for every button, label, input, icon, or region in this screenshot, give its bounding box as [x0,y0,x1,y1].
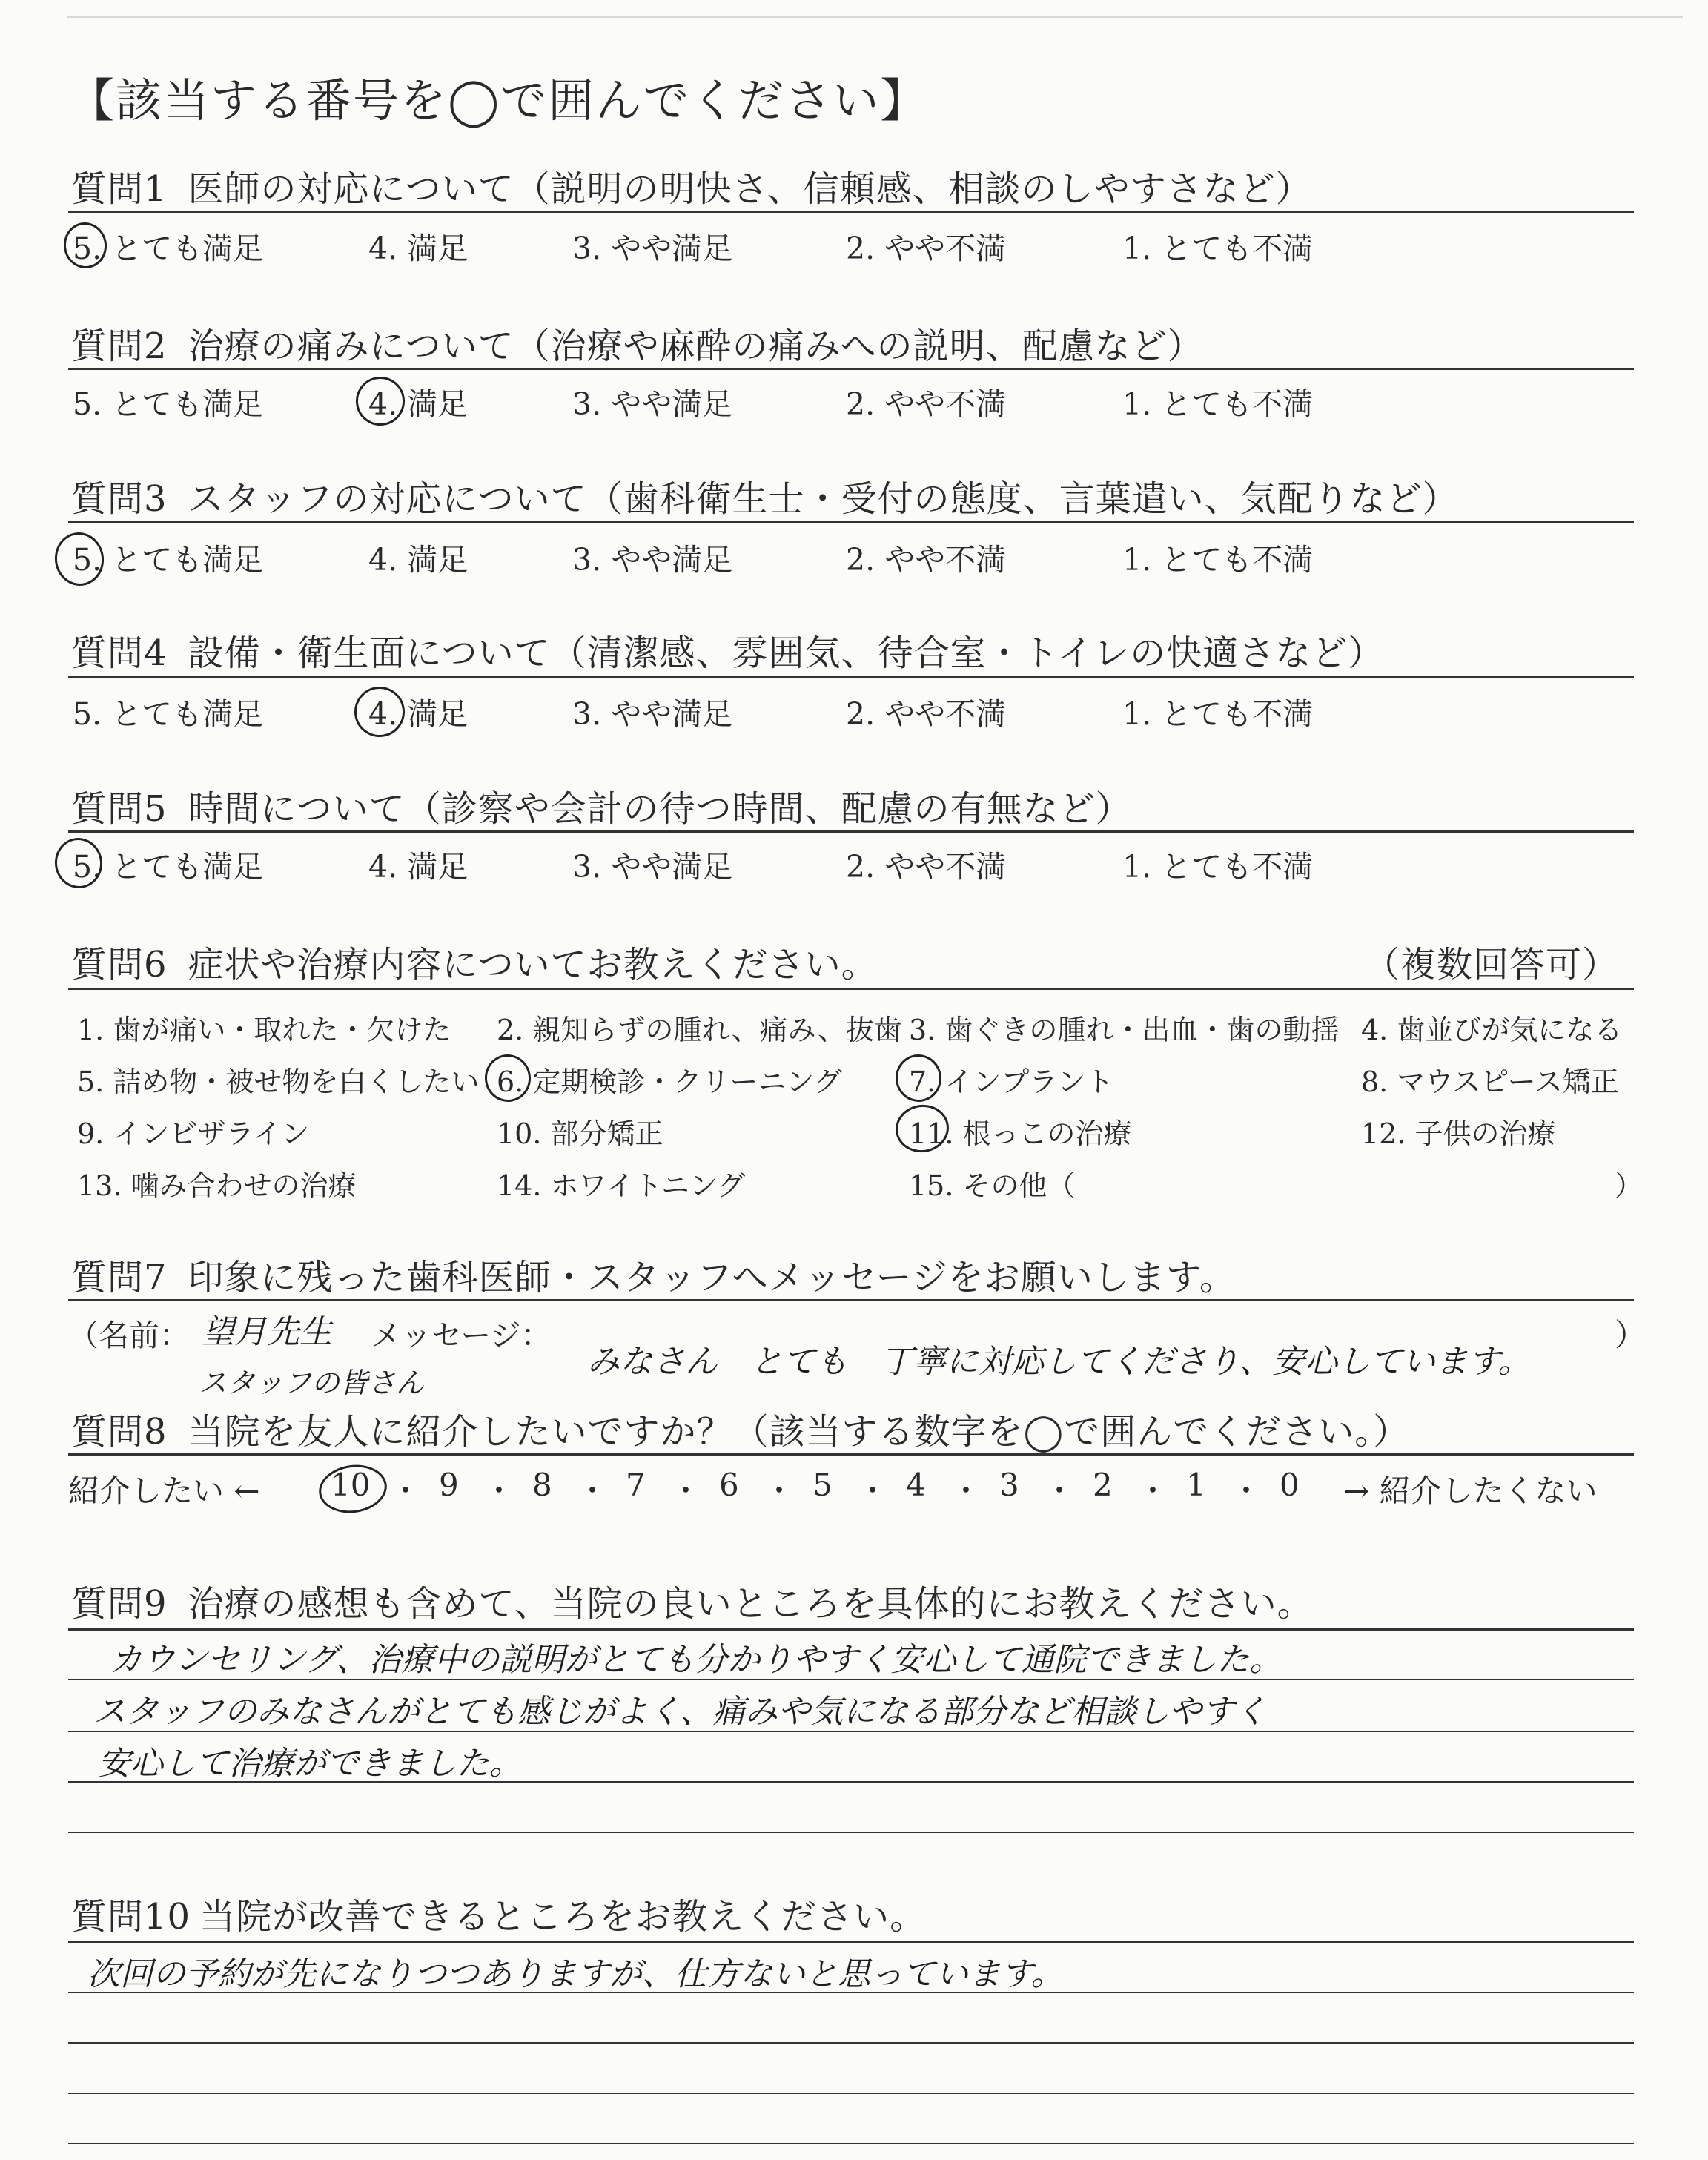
q4-option-2[interactable]: 2. やや不満 [846,696,1007,732]
q2-text: 治療の痛みについて（治療や麻酔の痛みへの説明、配慮など） [188,326,1204,367]
q4-title [71,624,1384,676]
q3-title [71,470,1459,521]
q7-number: 質問7 [71,1257,168,1298]
q1-option-5[interactable]: 5. とても満足 [73,231,264,266]
q8-title [71,1403,1409,1454]
q1-title [71,160,1312,211]
q2-option-2[interactable]: 2. やや不満 [846,386,1007,422]
q8-scale-4[interactable]: 4 [906,1467,926,1503]
q6-option-8[interactable]: 8. マウスピース矯正 [1361,1066,1619,1098]
q8-sep: ・ [670,1473,702,1509]
q1-text: 医師の対応について（説明の明快さ、信頼感、相談のしやすさなど） [188,168,1312,210]
q2-option-1[interactable]: 1. とても不満 [1122,386,1314,422]
q6-number: 質問6 [71,944,168,985]
q9-answer-line-1: カウンセリング、治療中の説明がとても分かりやすく安心して通院できました。 [110,1641,1282,1679]
q6-option-12[interactable]: 12. 子供の治療 [1361,1117,1556,1150]
q9-title [71,1575,1314,1626]
q6-note: （複数回答可） [1364,944,1619,985]
q4-option-5[interactable]: 5. とても満足 [73,696,264,732]
q10-rule-3 [68,2042,1634,2044]
q9-rule-1 [68,1628,1634,1631]
q2-option-5[interactable]: 5. とても満足 [73,386,264,422]
q3-text: スタッフの対応について（歯科衛生士・受付の態度、言葉遣い、気配りなど） [188,478,1459,520]
q1-option-4[interactable]: 4. 満足 [368,231,469,266]
q5-option-1[interactable]: 1. とても不満 [1122,849,1314,885]
q8-rule [68,1453,1634,1456]
top-border [67,16,1683,18]
q7-title [71,1249,1236,1300]
q6-option-13[interactable]: 13. 噛み合わせの治療 [77,1169,357,1202]
q7-message-label: メッセージ： [371,1318,552,1353]
q8-sep: ・ [950,1473,982,1509]
q4-option-3[interactable]: 3. やや満足 [572,696,733,732]
q3-option-4[interactable]: 4. 満足 [368,542,469,578]
q8-sep: ・ [483,1473,515,1509]
q3-rule [68,521,1634,523]
q6-option-5[interactable]: 5. 詰め物・被せ物を白くしたい [77,1066,480,1098]
q4-rule [68,676,1634,678]
q8-answer-circle [316,1461,390,1517]
q5-title [71,780,1132,831]
q7-name-label: （名前： [68,1318,190,1353]
q2-rule [68,368,1634,370]
form-heading: 【該当する番号を◯で囲んでください】 [68,73,928,128]
q6-title [71,936,878,987]
q10-answer-line-1: 次回の予約が先になりつつありますが、仕方ないと思っています。 [87,1955,1064,1993]
q10-title [71,1888,926,1939]
q8-scale-7[interactable]: 7 [626,1467,646,1503]
q9-answer-line-2: スタッフのみなさんがとても感じがよく、痛みや気になる部分など相談しやすく [93,1693,1268,1731]
q8-sep: ・ [1137,1473,1169,1509]
q8-scale-2[interactable]: 2 [1093,1467,1113,1503]
q9-answer-line-3: 安心して治療ができました。 [98,1745,522,1783]
q7-rule [68,1299,1634,1301]
q3-option-2[interactable]: 2. やや不満 [846,542,1007,578]
q1-option-3[interactable]: 3. やや満足 [572,231,733,266]
q4-number: 質問4 [71,633,168,674]
q7-close-paren: ） [1615,1317,1646,1353]
q8-right-label: → 紹介したくない [1343,1473,1598,1509]
q8-scale-1[interactable]: 1 [1186,1467,1206,1503]
q7-name-handwritten-1: 望月先生 [202,1313,332,1351]
q10-number: 質問10 [71,1896,191,1938]
q3-option-5[interactable]: 5. とても満足 [73,542,264,578]
q10-rule-4 [68,2093,1634,2094]
q8-scale-0[interactable]: 0 [1280,1467,1300,1503]
q1-rule [68,211,1634,213]
q2-number: 質問2 [71,326,168,367]
q8-scale-5[interactable]: 5 [812,1467,833,1503]
q2-title [71,317,1204,369]
q6-option-2[interactable]: 2. 親知らずの腫れ、痛み、抜歯 [497,1014,902,1046]
q8-sep: ・ [577,1473,609,1509]
q6-option-6[interactable]: 6. 定期検診・クリーニング [497,1066,842,1098]
q9-text: 治療の感想も含めて、当院の良いところを具体的にお教えください。 [188,1583,1314,1625]
q6-option-7[interactable]: 7. インプラント [909,1066,1114,1098]
q1-option-2[interactable]: 2. やや不満 [846,231,1007,266]
q8-text: 当院を友人に紹介したいですか？（該当する数字を◯で囲んでください。） [188,1411,1410,1453]
q5-number: 質問5 [71,788,168,830]
q6-option-10[interactable]: 10. 部分矯正 [497,1117,663,1150]
q2-option-3[interactable]: 3. やや満足 [572,386,733,422]
q4-option-4[interactable]: 4. 満足 [368,696,469,732]
q3-option-3[interactable]: 3. やや満足 [572,542,733,578]
q7-name-handwritten-2: スタッフの皆さん [199,1367,425,1399]
q1-number: 質問1 [71,168,168,210]
q5-rule [68,830,1634,833]
q5-text: 時間について（診察や会計の待つ時間、配慮の有無など） [188,788,1132,830]
q8-sep: ・ [1231,1473,1262,1509]
q10-text: 当院が改善できるところをお教えください。 [199,1896,927,1938]
q3-option-1[interactable]: 1. とても不満 [1122,542,1314,578]
q5-option-3[interactable]: 3. やや満足 [572,849,733,885]
q5-option-4[interactable]: 4. 満足 [368,849,469,885]
q8-sep: ・ [1044,1473,1076,1509]
q10-rule-5 [68,2143,1634,2144]
q8-left-label: 紹介したい ← [68,1473,260,1509]
q8-scale-6[interactable]: 6 [719,1467,739,1503]
q6-option-1[interactable]: 1. 歯が痛い・取れた・欠けた [77,1014,451,1046]
q6-option-15-close: ） [1615,1169,1644,1202]
q10-rule-1 [68,1941,1634,1943]
q3-number: 質問3 [71,478,168,520]
q8-number: 質問8 [71,1411,168,1453]
q6-option-15[interactable]: 15. その他（ [909,1169,1076,1202]
q5-option-2[interactable]: 2. やや不満 [846,849,1007,885]
q9-number: 質問9 [71,1583,168,1625]
q8-scale-8[interactable]: 8 [532,1467,552,1503]
q8-sep: ・ [764,1473,795,1509]
q8-scale-3[interactable]: 3 [999,1467,1019,1503]
q8-scale-9[interactable]: 9 [439,1467,459,1503]
q5-option-5[interactable]: 5. とても満足 [73,849,264,885]
q6-option-4[interactable]: 4. 歯並びが気になる [1361,1014,1623,1046]
q6-text: 症状や治療内容についてお教えください。 [188,944,878,985]
q6-option-14[interactable]: 14. ホワイトニング [497,1169,746,1202]
q9-rule-5 [68,1832,1634,1833]
q6-option-11[interactable]: 11. 根っこの治療 [909,1117,1132,1150]
q8-scale-10[interactable]: 10 [331,1467,371,1503]
q8-sep: ・ [857,1473,889,1509]
q6-option-3[interactable]: 3. 歯ぐきの腫れ・出血・歯の動揺 [909,1014,1340,1046]
q1-option-1[interactable]: 1. とても不満 [1122,231,1314,266]
q6-option-9[interactable]: 9. インビザライン [77,1117,310,1150]
q7-text: 印象に残った歯科医師・スタッフへメッセージをお願いします。 [188,1257,1236,1298]
q2-option-4[interactable]: 4. 満足 [368,386,469,422]
q8-sep: ・ [390,1473,422,1509]
q4-text: 設備・衛生面について（清潔感、雰囲気、待合室・トイレの快適さなど） [188,633,1385,674]
q4-option-1[interactable]: 1. とても不満 [1122,696,1314,732]
q6-rule [68,988,1634,990]
q7-message-handwritten: みなさん とても 丁寧に対応してくださり、安心しています。 [587,1343,1531,1381]
